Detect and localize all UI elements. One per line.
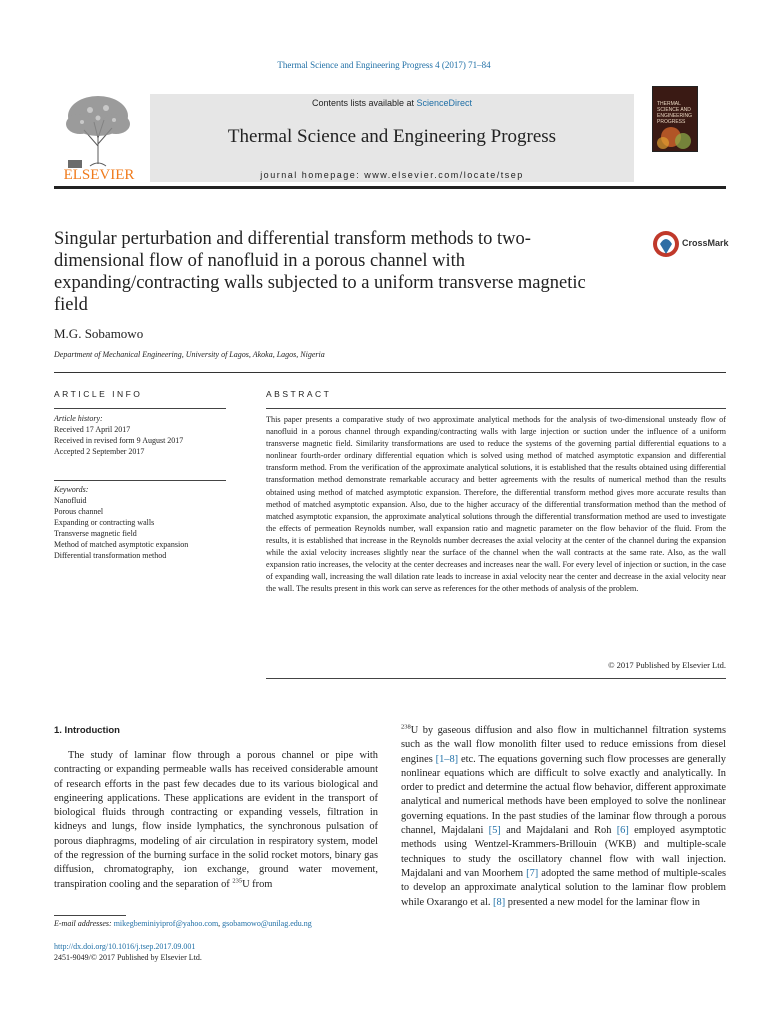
doi-link[interactable]: http://dx.doi.org/10.1016/j.tsep.2017.09.001 [54,942,196,951]
keyword-item: Porous channel [54,507,104,516]
abstract-copyright: © 2017 Published by Elsevier Ltd. [608,660,726,670]
sciencedirect-link[interactable]: ScienceDirect [416,98,473,108]
article-history [54,413,226,457]
article-info-rule [54,408,226,409]
journal-header [54,86,726,186]
cover-title: THERMAL SCIENCE AND ENGINEERING PROGRESS [657,101,693,125]
abstract-end-rule [266,678,726,679]
keyword-item: Expanding or contracting walls [54,518,155,527]
header-rule [54,186,726,189]
abstract-heading: ABSTRACT [266,389,332,399]
elsevier-logo-text: ELSEVIER [63,167,135,183]
author-affiliation: Department of Mechanical Engineering, University of Lagos, Akoka, Lagos, Nigeria [54,350,325,359]
crossmark-icon [652,230,680,258]
keyword-item: Method of matched asymptotic expansion [54,540,189,549]
keywords-heading: Keywords: [54,485,89,494]
keywords-list [54,484,234,561]
email-footnote [54,919,312,928]
citation-link[interactable]: [5] [488,825,501,837]
intro-right-text: etc. The equations governing such flow processes are generally nonlinear equations which are difficult to solve exactly and analytically. In order to predict and determine the actual flow behavior, different approximate analytical and numerical methods have been employed to solve the nonlinear governing equations. In the past studies of the laminar flow through a porous channel, Majdalani [401,753,726,837]
journal-homepage[interactable]: journal homepage: www.elsevier.com/locate/tsep [260,170,524,180]
citation-link[interactable]: [1–8] [435,753,459,765]
citation-link[interactable]: [8] [493,896,506,908]
intro-right-column [401,724,726,910]
crossmark-label: CrossMark [682,238,729,248]
footnote-label: E-mail addresses: [54,919,114,928]
intro-left-column [54,749,378,892]
citation-link[interactable]: [6] [616,825,629,837]
history-heading: Article history: [54,414,103,423]
contents-prefix: Contents lists available at [311,98,417,108]
intro-right-text: adopted the same method of multiple-scales to develop an approximate analytical solution to the laminar flow problem while Oxarango et al. [401,867,726,908]
elsevier-logo[interactable] [54,86,144,184]
intro-right-text: presented a new model for the laminar flow in [505,896,700,908]
abstract-text: This paper presents a comparative study of two approximate analytical methods for the analysis of two-dimensional unsteady flow of nanofluid in a porous channel through expanding/contracting walls with large injection or suction under the influence of a uniform transverse magnetic field. Similarity transformations are used to reduce the systems of the governing partial differential equations to a nonlinear fourth-order ordinary differential equation which is solved using method of matched asymptotic expansion and differential transform method. From the verification of the approximate analytical solutions, it is established that the results obtained using differential transformation method demonstrate remarkable accuracy and better agreements with the results of numerical method than the results obtained using method of matched asymptotic expansion. Therefore, the differential transform method gives more accurate results than method of matched asymptotic expansion. Also, due to the higher accuracy of the differential transformation method than the method of matched asymptotic expansion, the approximate analytical solutions through the differential transformation method are used to investigate the effects of permeation Reynolds number, wall expansion ratio and magnetic parameter on the flow behavior of the fluid. From the results, it is established that increase in the Reynolds number decreases the axial velocity at the center of the channel during the expansion while the axial velocity increases slightly near the surface of the channel when the wall contracts at the same rate. Also, as the wall expansion ratio increases, the velocity at the center decreases and increases near the wall. For every level of injection or suction, in the case of expanding wall, increasing the wall dilation rate leads to increase in axial velocity near the center and decrease in the axial velocity near the wall. The results present in this work can serve as references for the other methods of analysis of the problem. [266,415,726,594]
history-accepted: Accepted 2 September 2017 [54,447,145,456]
keywords-rule [54,480,226,481]
isotope-superscript: 238 [401,723,411,731]
article-info-heading: ARTICLE INFO [54,389,143,399]
journal-title: Thermal Science and Engineering Progress [227,126,557,147]
keyword-item: Transverse magnetic field [54,529,137,538]
contents-line [150,98,634,108]
email-link-2[interactable]: gsobamowo@unilag.edu.ng [222,919,312,928]
article-title: Singular perturbation and differential transform methods to two-dimensional flow of nanofluid in a porous channel with expanding/contracting walls subjected to a uniform transverse magnetic field [54,229,586,315]
intro-right-text: U by gaseous diffusion and also flow in multichannel filtration systems such as the wall flow monolith filter used to reduce emissions from diesel engines [401,725,726,765]
isotope-superscript: 235 [232,877,243,885]
author-name[interactable]: M.G. Sobamowo [54,326,144,341]
abstract-rule [266,408,726,409]
keyword-item: Differential transformation method [54,551,167,560]
section-rule [54,372,726,373]
cover-artwork-icon [653,123,697,151]
footnote-rule [54,915,126,916]
email-separator: , [218,919,223,928]
keyword-item: Nanofluid [54,496,87,505]
journal-reference[interactable]: Thermal Science and Engineering Progress 4 (2017) 71–84 [277,60,491,70]
email-link-1[interactable]: mikegbeminiyiprof@yahoo.com [113,919,219,928]
elsevier-tree-icon [54,86,144,184]
introduction-heading: 1. Introduction [54,725,120,736]
history-revised: Received in revised form 9 August 2017 [54,436,184,445]
journal-banner [150,94,634,182]
intro-right-text: and Majdalani and Roh [500,825,617,837]
issn-line: 2451-9049/© 2017 Published by Elsevier Ltd. [54,953,202,962]
history-received: Received 17 April 2017 [54,425,131,434]
citation-link[interactable]: [7] [526,867,539,879]
intro-left-text-end: U from [242,878,273,890]
intro-left-text: The study of laminar flow through a porous channel or pipe with contracting or expanding permeable walls has received considerable amount of research efforts in the past few decades due to its various biological and engineering applications. These applications are evident in the transport of biological fluids through contracting or expanding vessels, filtration in kidneys and lungs, flow inside lymphatics, the synchronous pulsation of porous diaphragms, modeling of air circulation in respiratory system, model of the regression of the burning surface in the solid rocket motors, binary gas diffusion, chromatography, ion exchange, ground water movement, transpiration cooling and the separation of [54,750,378,890]
journal-cover[interactable] [652,86,698,152]
intro-right-text: employed asymptotic methods using Wentzel-Krammers-Brillouin (WKB) and multiple-scale techniques to study the oscillatory channel flow with wall injection. Majdalani and van Moorhem [401,825,727,879]
crossmark-badge[interactable] [652,232,742,258]
